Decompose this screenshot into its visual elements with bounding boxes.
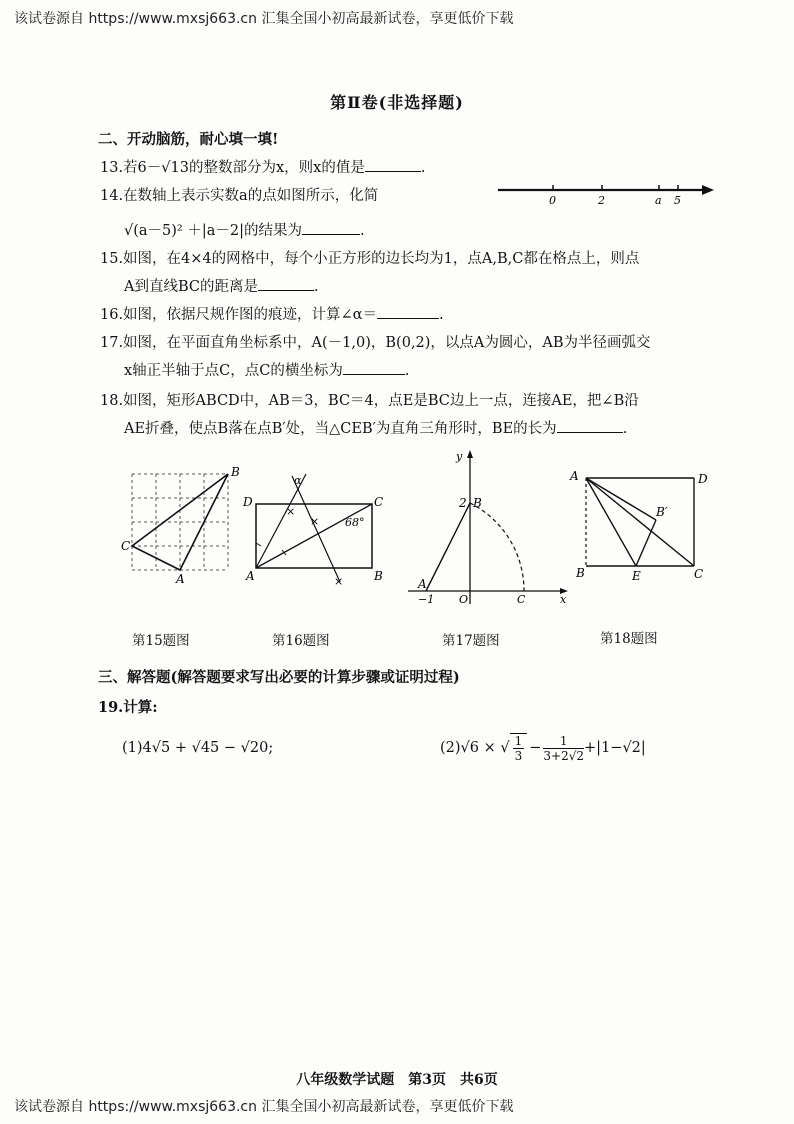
label-B: B xyxy=(231,465,240,479)
label-B: B xyxy=(473,496,482,510)
question-19-part-2 xyxy=(440,728,646,768)
number-line-label-2: 2 xyxy=(598,194,605,207)
fraction-reciprocal-numerator: 1 xyxy=(543,734,584,749)
question-15-line1: 15.如图，在4×4的网格中，每个小正方形的边长均为1，点A,B,C都在格点上，则点 xyxy=(100,251,640,267)
question-16-period: . xyxy=(439,307,444,323)
answer-blank-15[interactable] xyxy=(258,276,314,291)
label-O: O xyxy=(459,593,469,606)
number-line-arrow xyxy=(702,185,714,195)
question-15-text: A到直线BC的距离是 xyxy=(124,279,258,295)
label-A: A xyxy=(418,577,427,591)
label-C: C xyxy=(517,593,526,606)
answer-blank-14[interactable] xyxy=(302,220,360,235)
answer-blank-16[interactable] xyxy=(377,304,439,319)
section-heading-fill-in: 二、开动脑筋，耐心填一填! xyxy=(98,131,279,148)
caption-figure-15: 第15题图 xyxy=(132,633,190,649)
label-A: A xyxy=(246,569,255,583)
answer-blank-18[interactable] xyxy=(557,418,623,433)
label-B: B xyxy=(576,566,585,580)
question-14-line2 xyxy=(124,219,365,240)
label-A: A xyxy=(176,572,185,586)
question-19-heading: 19.计算: xyxy=(98,699,158,716)
arc-mark-3: × xyxy=(334,575,344,588)
label-68-degrees: 68° xyxy=(345,516,365,529)
label-D: D xyxy=(698,472,708,486)
fraction-reciprocal xyxy=(543,734,584,763)
question-16-text: 16.如图，依据尺规作图的痕迹，计算∠α＝ xyxy=(100,307,377,323)
part-2-minus: − xyxy=(529,740,542,756)
question-17-line1: 17.如图，在平面直角坐标系中，A(－1,0)，B(0,2)，以点A为圆心，AB为半径画弧交 xyxy=(100,335,651,351)
question-18-line1: 18.如图，矩形ABCD中，AB＝3，BC＝4，点E是BC边上一点，连接AE，把∠B沿 xyxy=(100,393,639,409)
arc-mark-2: × xyxy=(310,515,320,528)
question-18-text: AE折叠，使点B落在点B′处，当△CEB′为直角三角形时，BE的长为 xyxy=(124,421,557,437)
section-heading-solutions: 三、解答题(解答题要求写出必要的计算步骤或证明过程) xyxy=(98,669,460,686)
label-C: C xyxy=(121,539,131,553)
segment-ab xyxy=(426,503,470,591)
label-y: y xyxy=(456,450,463,463)
answer-blank-13[interactable] xyxy=(365,157,421,172)
answer-blank-17[interactable] xyxy=(343,360,405,375)
question-13 xyxy=(100,156,425,177)
question-13-text: 13.若6－√13的整数部分为x，则x的值是 xyxy=(100,160,365,176)
grid-lines xyxy=(132,474,228,570)
label-alpha: α xyxy=(294,474,302,487)
label-A: A xyxy=(570,469,579,483)
part-2-suffix: +|1−√2| xyxy=(584,740,646,756)
arc-bc xyxy=(470,503,524,591)
label-B: B xyxy=(374,569,383,583)
question-14-period: . xyxy=(360,223,365,239)
number-line-label-0: 0 xyxy=(549,194,556,207)
arc-mark-1: × xyxy=(286,505,296,518)
question-18-period: . xyxy=(622,421,628,437)
segment-ab-prime xyxy=(586,478,656,520)
part-2-prefix: (2)√6 × √ xyxy=(440,740,510,756)
question-13-period: . xyxy=(420,160,426,176)
fraction-reciprocal-denominator: 3+2√2 xyxy=(543,748,585,763)
label-C: C xyxy=(374,495,384,509)
question-18-line2 xyxy=(124,417,627,438)
label-x: x xyxy=(560,593,567,606)
question-17-line2 xyxy=(124,359,409,380)
fraction-one-third-numerator: 1 xyxy=(514,734,523,748)
question-14-expression: √(a－5)² ＋|a－2|的结果为 xyxy=(124,223,302,239)
diagonal-ac xyxy=(586,478,694,566)
figure-18 xyxy=(566,468,718,586)
section-title: 第Ⅱ卷(非选择题) xyxy=(330,93,464,112)
question-14-line1: 14.在数轴上表示实数a的点如图所示，化简 xyxy=(100,188,379,204)
number-line-label-a: a xyxy=(655,194,662,207)
label-minus-1: −1 xyxy=(418,593,435,606)
fraction-one-third-denominator: 3 xyxy=(514,749,523,763)
top-banner: 该试卷源自 https://www.mxsj663.cn 汇集全国小初高最新试卷，享更低价下载 xyxy=(14,11,514,27)
question-16 xyxy=(100,303,444,324)
question-17-text: x轴正半轴于点C，点C的横坐标为 xyxy=(124,363,343,379)
question-19-part-1: (1)4√5 + √45 − √20; xyxy=(122,740,274,756)
label-E: E xyxy=(632,569,641,583)
caption-figure-16: 第16题图 xyxy=(272,633,330,649)
number-line-label-5: 5 xyxy=(674,194,681,207)
question-15-line2 xyxy=(124,275,319,296)
label-D: D xyxy=(243,495,253,509)
question-15-period: . xyxy=(314,279,319,295)
label-B-prime: B′ xyxy=(656,505,668,519)
fraction-one-third xyxy=(510,733,528,763)
bottom-banner: 该试卷源自 https://www.mxsj663.cn 汇集全国小初高最新试卷，享更低价下载 xyxy=(14,1099,514,1115)
figure-16 xyxy=(240,470,390,590)
segment-ae xyxy=(586,478,636,566)
figure-15 xyxy=(118,462,244,588)
label-2: 2 xyxy=(459,496,467,510)
y-axis-arrow xyxy=(467,450,473,458)
label-C: C xyxy=(694,567,704,581)
caption-figure-18: 第18题图 xyxy=(600,631,658,647)
question-17-period: . xyxy=(404,363,410,379)
perpendicular-bisector xyxy=(292,476,340,582)
number-line-figure xyxy=(496,178,718,208)
figure-17 xyxy=(404,446,570,608)
page-footer: 八年级数学试题 第3页 共6页 xyxy=(296,1072,498,1088)
caption-figure-17: 第17题图 xyxy=(442,633,500,649)
